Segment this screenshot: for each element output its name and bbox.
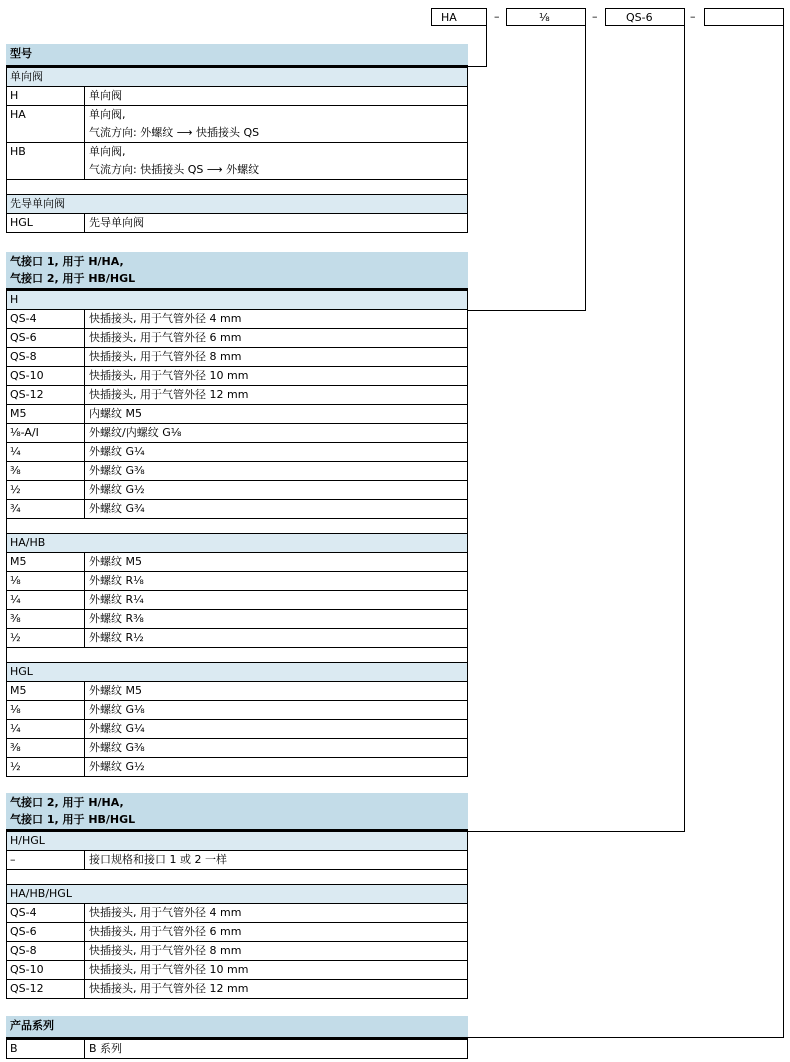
table-row [6, 500, 468, 519]
desc-cell [85, 106, 467, 142]
table-row [6, 367, 468, 386]
code-cell: QS-12 [7, 980, 85, 998]
desc-cell: 外螺纹 G½ [89, 760, 145, 773]
desc-cell: 快插接头, 用于气管外径 4 mm [89, 312, 242, 325]
desc-cell: 外螺纹 R⅛ [89, 574, 144, 587]
table-row [6, 87, 468, 106]
code-cell: ½ [7, 758, 85, 776]
table-row [6, 462, 468, 481]
desc-cell: B 系列 [89, 1042, 123, 1055]
code-cell: ⅜ [7, 462, 85, 480]
code-cell: ¼ [7, 591, 85, 609]
table-row [6, 961, 468, 980]
table-row [6, 572, 468, 591]
connector-line [468, 831, 685, 832]
group-label: H/HGL [6, 832, 468, 851]
connector-line [468, 1037, 784, 1038]
code-cell: HA [7, 106, 85, 142]
table-row [6, 923, 468, 942]
code-box-port1: ⅛ [506, 8, 586, 26]
desc-cell: 外螺纹 G¼ [89, 445, 145, 458]
code-cell: QS-4 [7, 310, 85, 328]
group-label: HGL [6, 663, 468, 682]
desc-cell: 单向阀 [89, 89, 122, 102]
code-cell: ¾ [7, 500, 85, 518]
desc-cell: 快插接头, 用于气管外径 8 mm [89, 350, 242, 363]
table-row [6, 980, 468, 999]
table-row [6, 758, 468, 777]
spacer-row [6, 180, 468, 195]
code-dash: – [494, 10, 500, 23]
table-row [6, 106, 468, 143]
table-row [6, 553, 468, 572]
code-cell: QS-8 [7, 942, 85, 960]
desc-cell: 外螺纹/内螺纹 G⅛ [89, 426, 182, 439]
desc-line: 单向阀, [89, 145, 126, 158]
desc-cell: 外螺纹 G⅜ [89, 464, 145, 477]
desc-cell [85, 143, 467, 179]
code-cell: QS-12 [7, 386, 85, 404]
code-cell: QS-10 [7, 961, 85, 979]
table-row [6, 720, 468, 739]
table-row [6, 682, 468, 701]
desc-cell: 快插接头, 用于气管外径 12 mm [89, 388, 249, 401]
desc-cell: 快插接头, 用于气管外径 10 mm [89, 963, 249, 976]
type-section [6, 44, 468, 233]
title-line: 气接口 1, 用于 HB/HGL [10, 813, 136, 826]
connector-line [468, 66, 487, 67]
title-line: 气接口 1, 用于 H/HA, [10, 255, 124, 268]
code-cell: QS-10 [7, 367, 85, 385]
title-line: 气接口 2, 用于 H/HA, [10, 796, 124, 809]
connector-line [684, 26, 685, 832]
port1-section [6, 252, 468, 777]
code-cell: HB [7, 143, 85, 179]
desc-cell: 内螺纹 M5 [89, 407, 142, 420]
desc-line: 单向阀, [89, 108, 126, 121]
desc-cell: 外螺纹 G¼ [89, 722, 145, 735]
code-cell: ½ [7, 481, 85, 499]
group-label: HA/HB/HGL [6, 885, 468, 904]
code-cell: M5 [7, 682, 85, 700]
spacer-row [6, 870, 468, 885]
port1-section-title [6, 252, 468, 291]
code-cell: QS-8 [7, 348, 85, 366]
type-section-title: 型号 [6, 44, 468, 68]
table-row [6, 310, 468, 329]
desc-cell: 外螺纹 G⅛ [89, 703, 145, 716]
desc-cell: 接口规格和接口 1 或 2 一样 [89, 853, 227, 866]
desc-cell: 外螺纹 M5 [89, 684, 142, 697]
desc-cell: 快插接头, 用于气管外径 4 mm [89, 906, 242, 919]
table-row [6, 904, 468, 923]
code-cell: HGL [7, 214, 85, 232]
table-row [6, 386, 468, 405]
table-row [6, 942, 468, 961]
code-cell: ⅜ [7, 739, 85, 757]
desc-cell: 外螺纹 G¾ [89, 502, 145, 515]
desc-cell: 外螺纹 R¼ [89, 593, 144, 606]
series-section-title: 产品系列 [6, 1016, 468, 1040]
table-row [6, 348, 468, 367]
code-cell: QS-6 [7, 923, 85, 941]
table-row [6, 424, 468, 443]
table-row [6, 701, 468, 720]
desc-line: 气流方向: 快插接头 QS ⟶ 外螺纹 [89, 163, 260, 176]
table-row [6, 610, 468, 629]
spacer-row [6, 519, 468, 534]
code-cell: QS-6 [7, 329, 85, 347]
port2-section-title [6, 793, 468, 832]
desc-cell: 快插接头, 用于气管外径 6 mm [89, 331, 242, 344]
table-row [6, 1040, 468, 1059]
desc-cell: 快插接头, 用于气管外径 10 mm [89, 369, 249, 382]
table-row [6, 214, 468, 233]
desc-cell: 外螺纹 G½ [89, 483, 145, 496]
desc-cell: 外螺纹 R½ [89, 631, 144, 644]
table-row [6, 851, 468, 870]
table-row [6, 739, 468, 758]
table-row [6, 481, 468, 500]
code-cell: M5 [7, 405, 85, 423]
code-cell: ⅛-A/I [7, 424, 85, 442]
code-cell: ⅜ [7, 610, 85, 628]
series-section [6, 1016, 468, 1059]
port1-table [6, 291, 468, 777]
port2-section [6, 793, 468, 999]
desc-cell: 快插接头, 用于气管外径 8 mm [89, 944, 242, 957]
title-line: 气接口 2, 用于 HB/HGL [10, 272, 136, 285]
connector-line [783, 26, 784, 1038]
connector-line [468, 310, 586, 311]
code-dash: – [690, 10, 696, 23]
desc-line: 气流方向: 外螺纹 ⟶ 快插接头 QS [89, 126, 260, 139]
code-box-type: HA [431, 8, 487, 26]
table-row [6, 405, 468, 424]
group-label: 先导单向阀 [6, 195, 468, 214]
table-row [6, 629, 468, 648]
code-cell: QS-4 [7, 904, 85, 922]
code-box-series [704, 8, 784, 26]
code-box-port2: QS-6 [605, 8, 685, 26]
desc-cell: 外螺纹 M5 [89, 555, 142, 568]
code-cell: B [7, 1040, 85, 1058]
connector-line [585, 26, 586, 311]
desc-cell: 外螺纹 R⅜ [89, 612, 144, 625]
code-cell: ½ [7, 629, 85, 647]
code-cell: ¼ [7, 443, 85, 461]
group-label: 单向阀 [6, 68, 468, 87]
group-label: H [6, 291, 468, 310]
code-dash: – [592, 10, 598, 23]
code-cell: H [7, 87, 85, 105]
port2-table [6, 832, 468, 999]
code-cell: M5 [7, 553, 85, 571]
code-cell: ¼ [7, 720, 85, 738]
desc-cell: 快插接头, 用于气管外径 12 mm [89, 982, 249, 995]
code-cell: – [7, 851, 85, 869]
table-row [6, 591, 468, 610]
table-row [6, 443, 468, 462]
connector-line [486, 26, 487, 67]
code-cell: ⅛ [7, 572, 85, 590]
desc-cell: 外螺纹 G⅜ [89, 741, 145, 754]
code-cell: ⅛ [7, 701, 85, 719]
spacer-row [6, 648, 468, 663]
desc-cell: 先导单向阀 [89, 216, 144, 229]
table-row [6, 143, 468, 180]
group-label: HA/HB [6, 534, 468, 553]
table-row [6, 329, 468, 348]
desc-cell: 快插接头, 用于气管外径 6 mm [89, 925, 242, 938]
